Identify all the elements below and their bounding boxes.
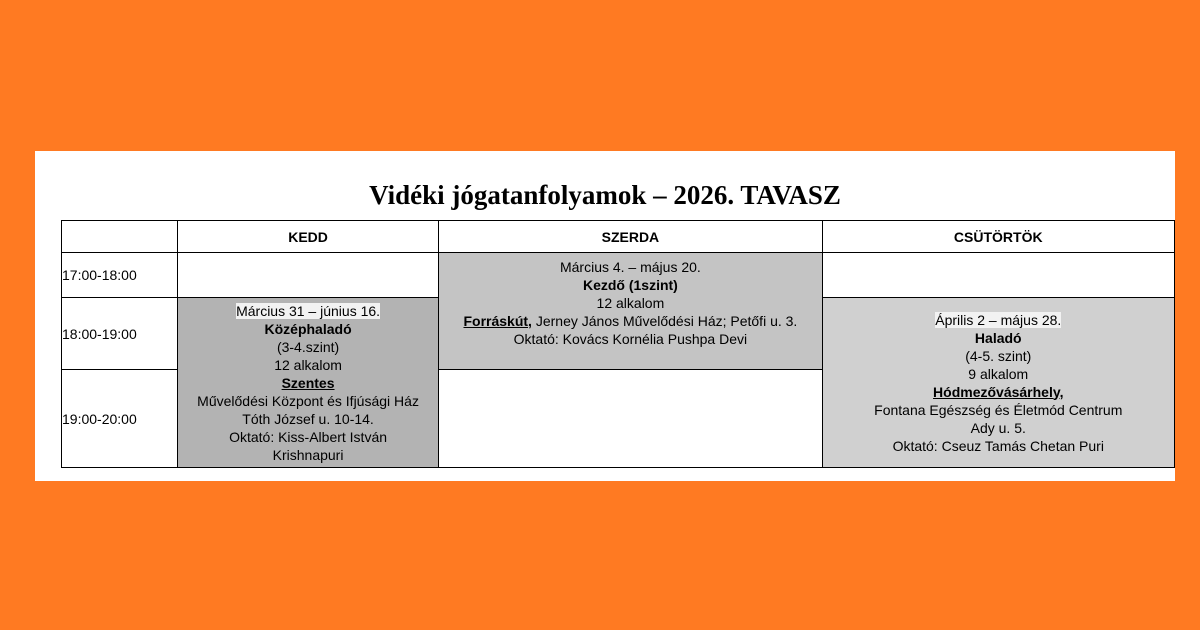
course-block-kedd (177, 298, 438, 468)
course-block-szerda (439, 253, 822, 370)
course-sessions: 12 alkalom (596, 295, 665, 311)
header-row (62, 221, 1175, 253)
table-row (62, 253, 1175, 298)
course-teacher: Oktató: Kiss-Albert István (229, 428, 388, 445)
empty-slot-kedd-17 (177, 253, 438, 298)
course-address: Tóth József u. 10-14. (242, 410, 374, 427)
course-city: Hódmezővásárhely, (933, 383, 1064, 400)
schedule-card (35, 151, 1175, 481)
page-title: Vidéki jógatanfolyamok – 2026. TAVASZ (369, 180, 841, 210)
course-venue: Jerney János Művelődési Ház; Petőfi u. 3. (531, 313, 798, 329)
course-sessions: 9 alkalom (968, 365, 1029, 382)
time-slot: 18:00-19:00 (62, 298, 178, 370)
course-level-note: (3-4.szint) (276, 338, 340, 355)
course-venue: Művelődési Központ és Ifjúsági Ház (197, 392, 419, 409)
course-address: Ady u. 5. (970, 419, 1026, 436)
course-dates: Március 4. – május 20. (559, 259, 701, 275)
empty-slot-csutortok-17 (822, 253, 1174, 298)
course-city: Forráskút, (463, 313, 532, 329)
course-city: Szentes (281, 374, 335, 391)
course-block-csutortok (822, 298, 1174, 468)
course-teacher: Oktató: Kovács Kornélia Pushpa Devi (513, 331, 748, 347)
time-slot: 19:00-20:00 (62, 370, 178, 468)
course-level-note: (4-5. szint) (965, 347, 1032, 364)
course-level: Középhaladó (264, 320, 352, 337)
day-header-csutortok: CSÜTÖRTÖK (822, 221, 1174, 253)
course-venue: Fontana Egészség és Életmód Centrum (874, 401, 1123, 418)
schedule-table (61, 220, 1175, 468)
course-teacher-name: Krishnapuri (272, 446, 344, 463)
day-header-kedd: KEDD (177, 221, 438, 253)
day-header-szerda: SZERDA (439, 221, 822, 253)
course-level: Kezdő (1szint) (582, 277, 678, 293)
empty-slot-szerda-19 (439, 370, 822, 468)
course-teacher: Oktató: Cseuz Tamás Chetan Puri (892, 437, 1104, 454)
course-level: Haladó (974, 329, 1022, 346)
course-sessions: 12 alkalom (274, 356, 342, 373)
time-slot: 17:00-18:00 (62, 253, 178, 298)
course-dates: Március 31 – június 16. (236, 302, 381, 319)
time-header (62, 221, 178, 253)
course-dates: Április 2 – május 28. (935, 311, 1062, 328)
